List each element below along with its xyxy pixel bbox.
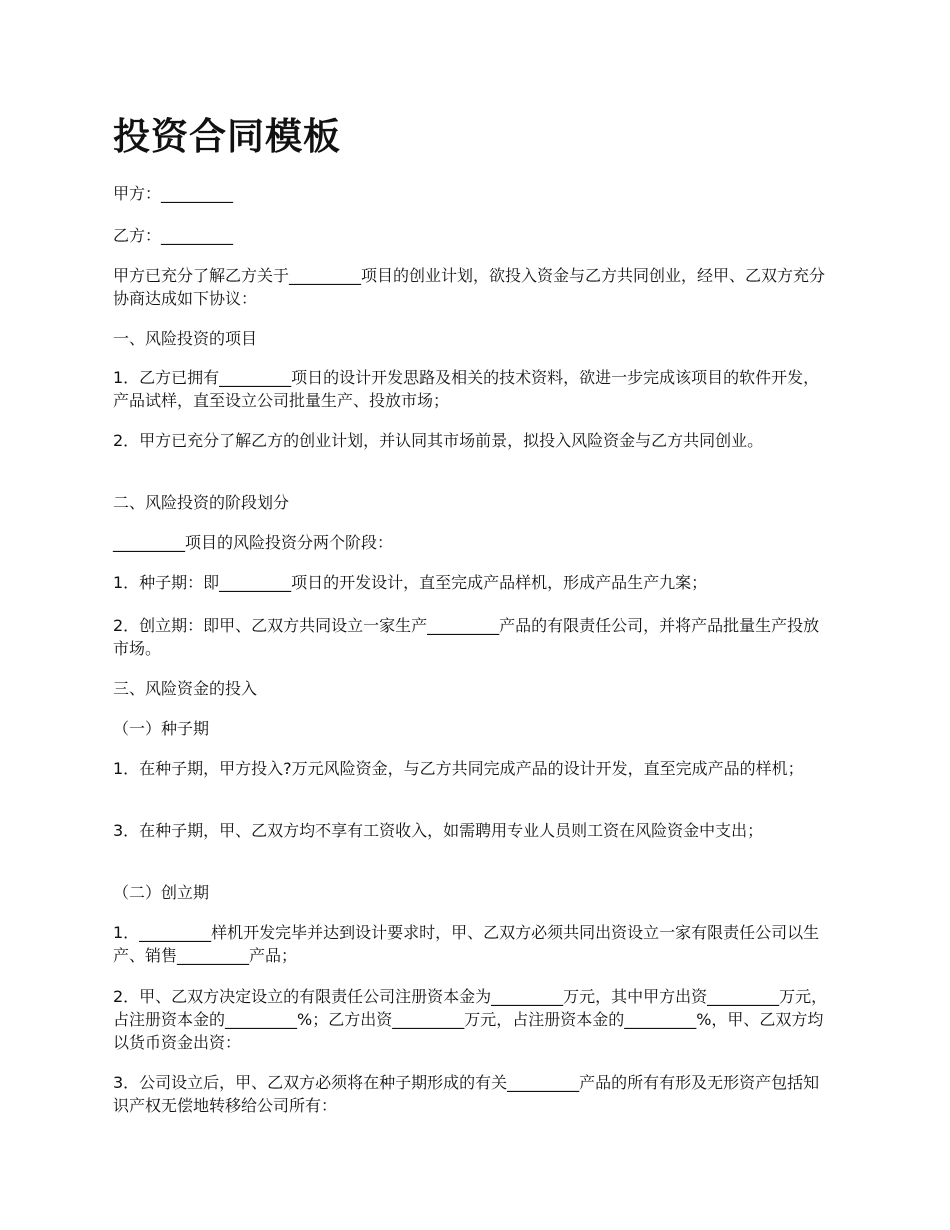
party-a-line: 甲方：_________ bbox=[113, 184, 234, 203]
preamble-paragraph: 甲方已充分了解乙方关于_________项目的创业计划，欲投入资金与乙方共同创业，经甲、乙双方充分协商达成如下协议： bbox=[113, 266, 826, 308]
clause-4-1: 1．_________样机开发完毕并达到设计要求时，甲、乙双方必须共同出资设立一家有限责任公司以生产、销售_________产品； bbox=[113, 923, 820, 965]
clause-2-2: 2．创立期：即甲、乙双方共同设立一家生产_________产品的有限责任公司，并将产品批量生产投放市场。 bbox=[113, 616, 820, 658]
clause-3-1: 1．在种子期，甲方投入?万元风险资金，与乙方共同完成产品的设计开发，直至完成产品的样机； bbox=[113, 759, 804, 778]
section-heading-3: 三、风险资金的投入 bbox=[113, 679, 258, 698]
subsection-heading-startup: （二）创立期 bbox=[113, 883, 210, 902]
section-heading-1: 一、风险投资的项目 bbox=[113, 329, 258, 348]
clause-3-3: 3．在种子期，甲、乙双方均不享有工资收入，如需聘用专业人员则工资在风险资金中支出； bbox=[113, 821, 764, 840]
clause-1-1: 1．乙方已拥有_________项日的设计开发思路及相关的技术资料，欲进一步完成该项目的软件开发，产品试样，直至设立公司批量生产、投放市场； bbox=[113, 368, 820, 410]
stage-intro-paragraph: _________项目的风险投资分两个阶段： bbox=[113, 533, 394, 552]
party-b-line: 乙方：_________ bbox=[113, 226, 234, 245]
clause-4-2: 2．甲、乙双方决定设立的有限责任公司注册资本金为_________万元，其中甲方出资_________万元，占注册资本金的_________%；乙方出资_________万元，占注册资本金的_________%，甲、乙双方均以货币资金出资： bbox=[113, 987, 828, 1052]
subsection-heading-seed: （一）种子期 bbox=[113, 719, 210, 738]
document-title: 投资合同模板 bbox=[113, 115, 341, 158]
clause-2-1: 1．种子期：即_________项日的开发设计，直至完成产品样机，形成产品生产九案； bbox=[113, 573, 708, 592]
clause-4-3: 3．公司设立后，甲、乙双方必须将在种子期形成的有关_________产品的所有有形及无形资产包括知识产权无偿地转移给公司所有： bbox=[113, 1073, 820, 1115]
section-heading-2: 二、风险投资的阶段划分 bbox=[113, 493, 290, 512]
clause-1-2: 2．甲方已充分了解乙方的创业计划，并认同其市场前景，拟投入风险资金与乙方共同创业。 bbox=[113, 431, 764, 450]
